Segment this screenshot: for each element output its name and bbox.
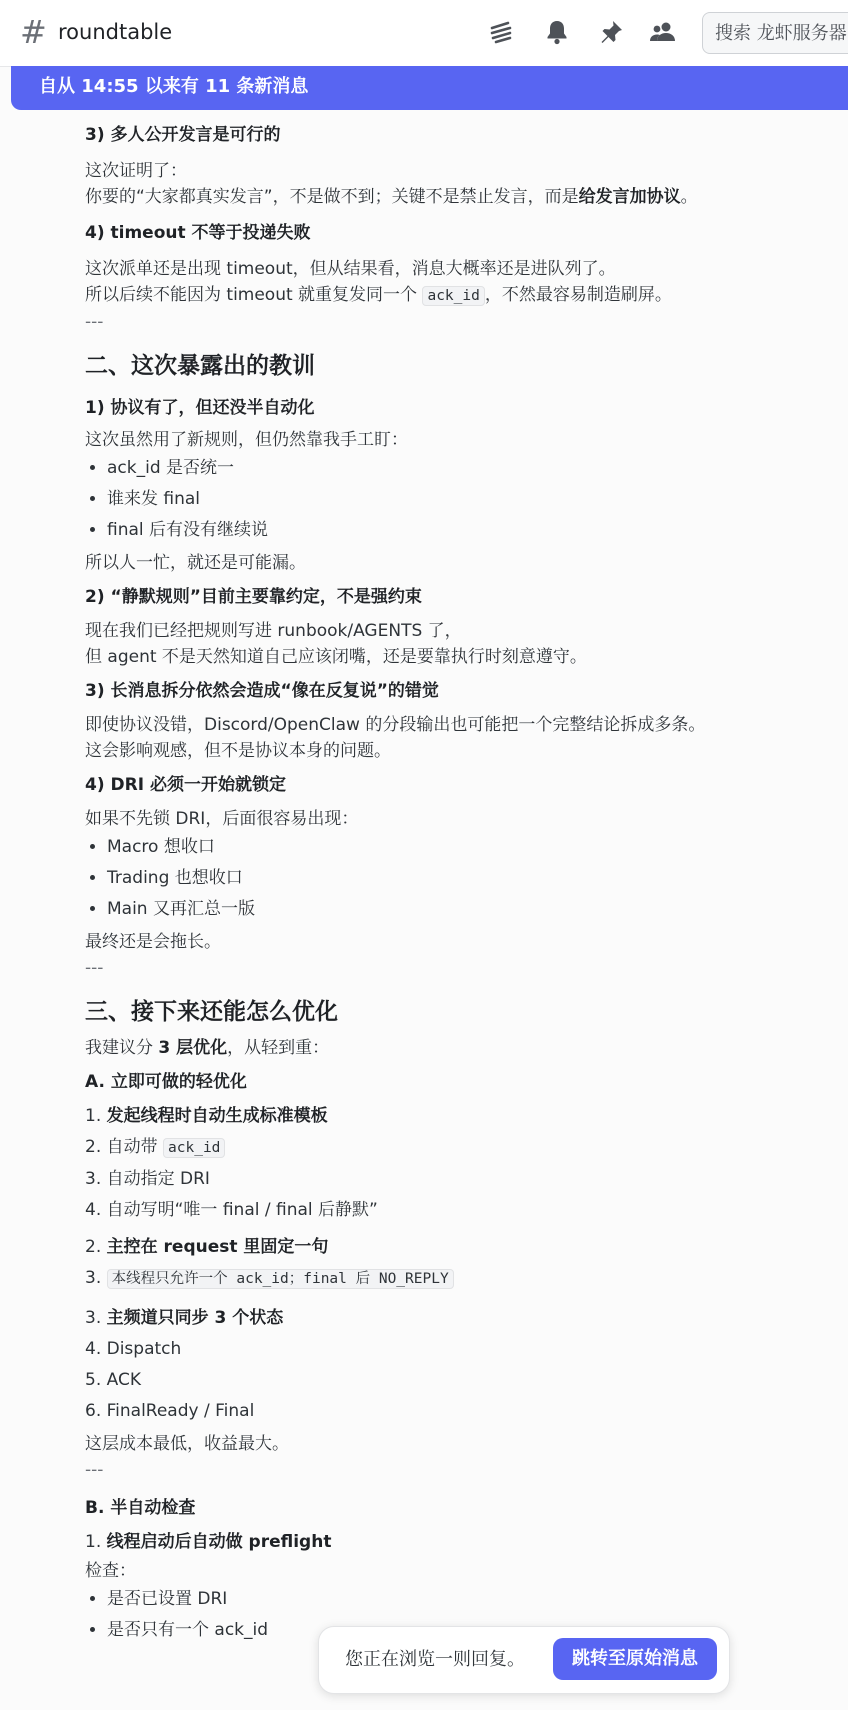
text-line: 最终还是会拖长。 — [85, 932, 221, 952]
pin-icon[interactable] — [596, 17, 626, 47]
text-line: 这会影响观感，但不是协议本身的问题。 — [85, 741, 391, 761]
toast-text: 您正在浏览一则回复。 — [345, 1649, 525, 1670]
item-number: 1. — [85, 1532, 107, 1552]
text-span: ，不然最容易制造刷屏。 — [484, 285, 672, 305]
text-line — [85, 184, 825, 210]
numbered-item — [85, 1132, 825, 1164]
bold-span: 主控在 request 里固定一句 — [106, 1237, 329, 1257]
reply-toast — [318, 1626, 730, 1694]
section-title: A. 立即可做的轻优化 — [85, 1072, 247, 1092]
numbered-item: 4. Dispatch — [85, 1339, 182, 1359]
section-title: 1) 协议有了，但还没半自动化 — [85, 398, 315, 418]
item-number: 1. — [85, 1106, 107, 1126]
numbered-item: 5. ACK — [85, 1370, 141, 1390]
search-input[interactable]: 搜索 龙虾服务器 — [702, 12, 848, 54]
text-line: 如果不先锁 DRI，后面很容易出现： — [85, 809, 359, 829]
bell-icon[interactable] — [542, 17, 572, 47]
numbered-item — [85, 1303, 825, 1334]
text-line: 这次派单还是出现 timeout，但从结果看，消息大概率还是进队列了。 — [85, 259, 616, 279]
new-messages-banner[interactable]: 自从 14:55 以来有 11 条新消息 — [11, 66, 848, 110]
section-title: 4) DRI 必须一开始就锁定 — [85, 775, 286, 795]
heading: 二、这次暴露出的教训 — [85, 353, 315, 379]
text-line: 所以人一忙，就还是可能漏。 — [85, 553, 306, 573]
bold-span: 线程启动后自动做 preflight — [106, 1532, 332, 1552]
text-span: 。 — [680, 187, 698, 207]
text-span: 所以后续不能因为 timeout 就重复发同一个 — [85, 285, 423, 305]
section-title: B. 半自动检查 — [85, 1498, 196, 1518]
text-line — [85, 1035, 825, 1061]
section-title: 2) “静默规则”目前主要靠约定，不是强约束 — [85, 587, 422, 607]
text-line: 检查： — [85, 1561, 136, 1581]
inline-code: ack_id — [163, 1138, 225, 1158]
section-title: 3) 长消息拆分依然会造成“像在反复说”的错觉 — [85, 681, 439, 701]
list-item: • 谁来发 final — [107, 484, 825, 515]
item-number: 3. — [85, 1268, 107, 1288]
list-item: • 是否只有一个 ack_id — [107, 1615, 825, 1646]
numbered-item — [85, 1527, 825, 1558]
list-item: • 是否已设置 DRI — [107, 1584, 825, 1615]
numbered-item — [85, 1232, 825, 1263]
channel-name: roundtable — [58, 20, 173, 44]
numbered-item: 4. 自动写明“唯一 final / final 后静默” — [85, 1200, 378, 1220]
bullet-list — [85, 453, 825, 546]
channel-hash-icon: # — [20, 13, 47, 51]
members-icon[interactable] — [648, 17, 678, 47]
bold-span: 发起线程时自动生成标准模板 — [106, 1106, 328, 1126]
text-line — [85, 282, 825, 309]
text-line: 但 agent 不是天然知道自己应该闭嘴，还是要靠执行时刻意遵守。 — [85, 647, 587, 667]
list-item: • final 后有没有继续说 — [107, 515, 825, 546]
numbered-item — [85, 1263, 825, 1295]
list-item: • Macro 想收口 — [107, 832, 825, 863]
bold-span: 主频道只同步 3 个状态 — [106, 1308, 284, 1328]
threads-icon[interactable] — [486, 17, 516, 47]
list-item: • Trading 也想收口 — [107, 863, 825, 894]
item-number: 2. — [85, 1237, 107, 1257]
heading: 三、接下来还能怎么优化 — [85, 999, 338, 1025]
numbered-item: 3. 自动指定 DRI — [85, 1169, 210, 1189]
bold-span: 3 层优化 — [158, 1038, 228, 1058]
bold-span: 给发言加协议 — [578, 187, 681, 207]
text-line: 这次证明了： — [85, 161, 187, 181]
bullet-list — [85, 832, 825, 925]
section-title: 3) 多人公开发言是可行的 — [85, 125, 281, 145]
list-item: • Main 又再汇总一版 — [107, 894, 825, 925]
channel-header — [0, 0, 848, 67]
item-number: 2. 自动带 — [85, 1137, 164, 1157]
text-line: 现在我们已经把规则写进 runbook/AGENTS 了， — [85, 621, 462, 641]
numbered-item: 6. FinalReady / Final — [85, 1401, 255, 1421]
text-line: 这层成本最低，收益最大。 — [85, 1434, 289, 1454]
message-content — [85, 112, 825, 1646]
section-title: 4) timeout 不等于投递失败 — [85, 223, 311, 243]
separator: --- — [85, 312, 104, 332]
separator: --- — [85, 1460, 104, 1480]
text-span: ，从轻到重： — [227, 1038, 330, 1058]
list-item: • ack_id 是否统一 — [107, 453, 825, 484]
text-line: 即使协议没错，Discord/OpenClaw 的分段输出也可能把一个完整结论拆成多条。 — [85, 715, 706, 735]
numbered-item — [85, 1101, 825, 1132]
inline-code: ack_id — [422, 286, 484, 306]
jump-to-original-button[interactable]: 跳转至原始消息 — [553, 1638, 717, 1680]
item-number: 3. — [85, 1308, 107, 1328]
text-span: 我建议分 — [85, 1038, 159, 1058]
text-line: 这次虽然用了新规则，但仍然靠我手工盯： — [85, 430, 408, 450]
inline-code: 本线程只允许一个 ack_id；final 后 NO_REPLY — [107, 1269, 454, 1289]
text-span: 你要的“大家都真实发言”，不是做不到；关键不是禁止发言，而是 — [85, 187, 579, 207]
separator: --- — [85, 958, 104, 978]
